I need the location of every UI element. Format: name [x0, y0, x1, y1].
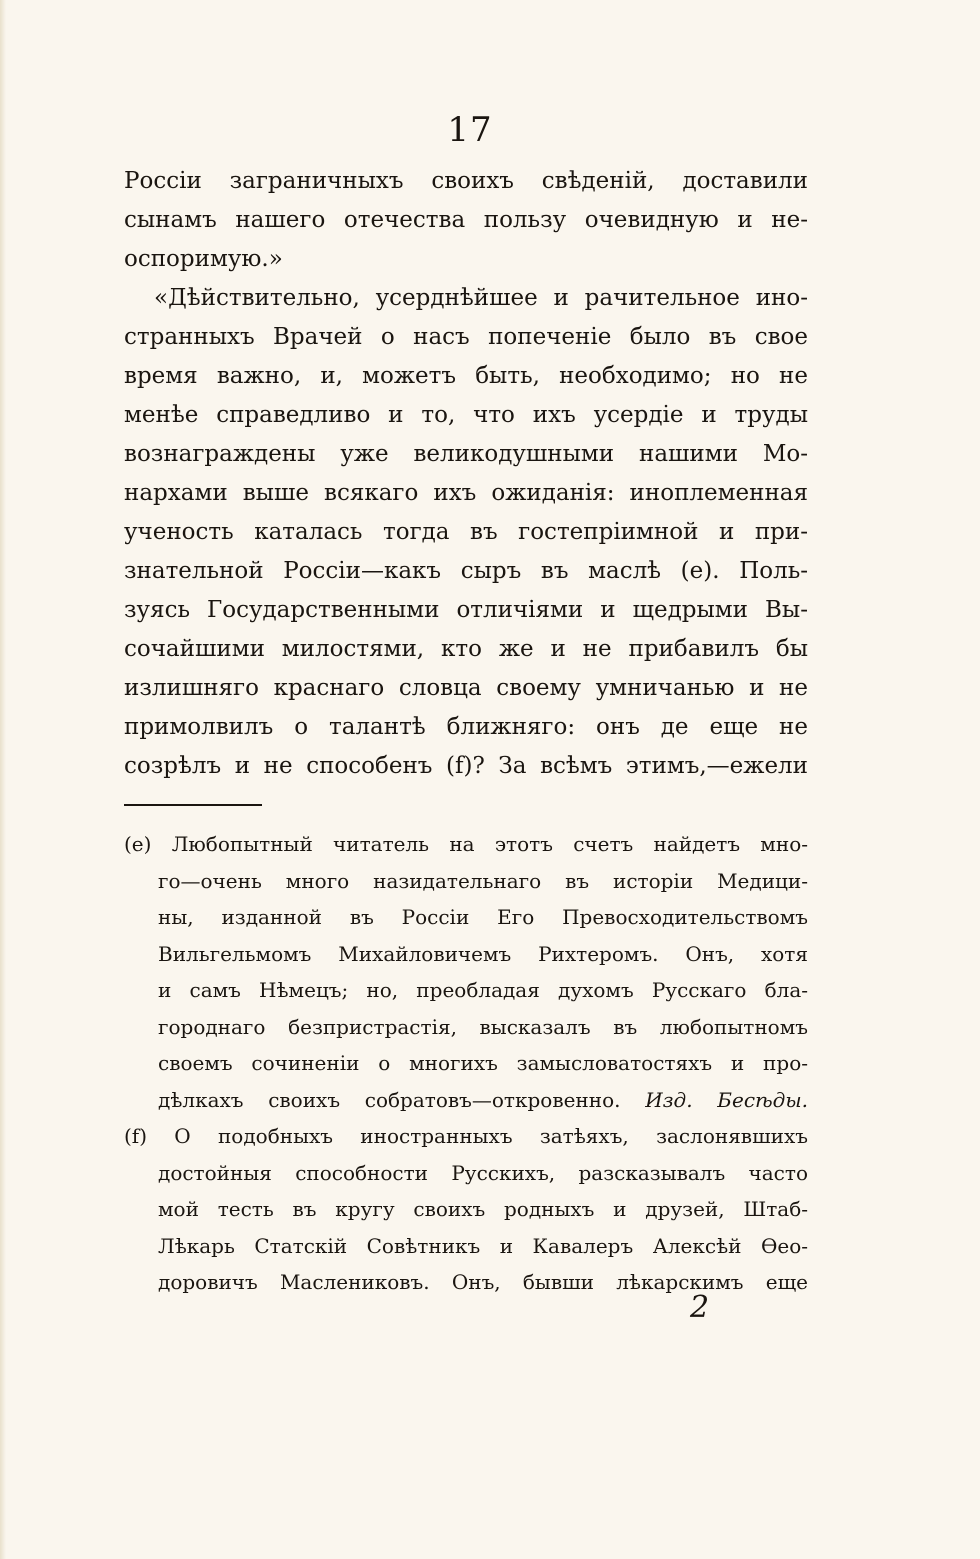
footnote-e-last-line	[124, 1082, 808, 1119]
publisher-note: Изд. Бесѣды.	[645, 1087, 808, 1112]
text-line: сочайшими милостями, кто же и не прибавилъ бы	[124, 636, 808, 662]
footnote-e-line: ны, изданной въ Россіи Его Превосходительствомъ	[158, 905, 808, 929]
text-line: зуясь Государственными отличіями и щедрыми Вы-	[124, 597, 808, 623]
footnote-e-line: го—очень много назидательнаго въ исторіи Медици-	[158, 868, 808, 893]
text-line: ученость каталась тогда въ гостепріимной и при-	[124, 519, 808, 545]
page-edge-shadow	[0, 0, 6, 1559]
footnote-e-last-text: дѣлкахъ своихъ собратовъ—откровенно.	[158, 1087, 621, 1112]
text-line: время важно, и, можетъ быть, необходимо; но не	[124, 363, 808, 389]
text-line: «Дѣйствительно, усерднѣйшее и рачительное ино-	[154, 285, 808, 311]
text-line: Россіи заграничныхъ своихъ свѣденій, доставили	[124, 168, 808, 194]
footnote-e-line: (е) Любопытный читатель на этотъ счетъ найдетъ мно-	[124, 832, 808, 856]
text-line: созрѣлъ и не способенъ (f)? За всѣмъ этимъ,—ежели	[124, 753, 808, 779]
text-line: нархами выше всякаго ихъ ожиданія: иноплеменная	[124, 480, 808, 506]
footnote-separator	[124, 804, 262, 806]
footnote-e-line: городнаго безпристрастія, высказалъ въ любопытномъ	[158, 1014, 808, 1039]
page-number: 17	[447, 110, 493, 150]
text-line: излишняго краснаго словца своему умничанью и не	[124, 675, 808, 701]
footnote-f-line: достойныя способности Русскихъ, разсказывалъ часто	[158, 1160, 808, 1185]
footnote-f-line: (f) О подобныхъ иностранныхъ затѣяхъ, заслонявшихъ	[124, 1124, 808, 1148]
footnote-f-line: мой тесть въ кругу своихъ родныхъ и друзей, Штаб-	[158, 1197, 808, 1221]
footnote-e-line: своемъ сочиненіи о многихъ замысловатостяхъ и про-	[158, 1051, 808, 1075]
text-line: знательной Россіи—какъ сыръ въ маслѣ (е). Поль-	[124, 558, 808, 584]
signature-mark: 2	[690, 1290, 710, 1325]
text-line: странныхъ Врачей о насъ попеченіе было въ свое	[124, 324, 808, 350]
main-text	[124, 162, 808, 786]
text-line: примолвилъ о талантѣ ближняго: онъ де еще не	[124, 714, 808, 740]
footnote-f-line: доровичъ Маслениковъ. Онъ, бывши лѣкарскимъ еще	[158, 1270, 808, 1294]
footnote-e-line: и самъ Нѣмецъ; но, преобладая духомъ Русскаго бла-	[158, 978, 808, 1002]
text-line: оспоримую.»	[124, 246, 283, 272]
footnote-f-line: Лѣкарь Статскій Совѣтникъ и Кавалеръ Алексѣй Ѳео-	[158, 1233, 808, 1258]
text-line: сынамъ нашего отечества пользу очевидную и не-	[124, 207, 808, 233]
text-line: менѣе справедливо и то, что ихъ усердіе и труды	[124, 402, 808, 428]
footnotes	[124, 826, 808, 1301]
text-line: вознаграждены уже великодушными нашими Мо-	[124, 441, 808, 467]
footnote-e-line: Вильгельмомъ Михайловичемъ Рихтеромъ. Онъ, хотя	[158, 941, 808, 966]
